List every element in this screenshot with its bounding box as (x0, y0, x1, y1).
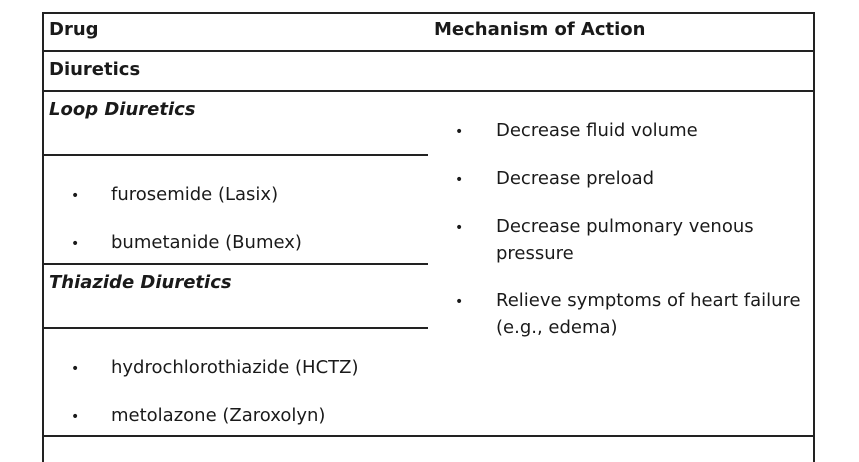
drug-item: metolazone (Zaroxolyn) (111, 405, 326, 426)
table-bottom-divider (42, 435, 815, 437)
mechanism-item: Decrease preload (496, 168, 655, 189)
group-title-thiazide: Thiazide Diuretics (49, 272, 232, 293)
drug-item: furosemide (Lasix) (111, 184, 279, 205)
header-divider (42, 50, 815, 52)
bullet-icon: • (455, 220, 464, 236)
mechanism-item: Decrease fluid volume (496, 120, 698, 141)
drug-item: hydrochlorothiazide (HCTZ) (111, 357, 359, 378)
mechanism-item: Relieve symptoms of heart failure (496, 290, 801, 311)
bullet-icon: • (71, 409, 80, 425)
bullet-icon: • (455, 124, 464, 140)
bullet-icon: • (71, 188, 80, 204)
mechanism-item: Decrease pulmonary venous (496, 216, 754, 237)
bullet-icon: • (71, 236, 80, 252)
loop-title-divider (42, 154, 428, 156)
mechanism-item-continuation: pressure (496, 243, 574, 264)
bullet-icon: • (71, 361, 80, 377)
thiazide-title-divider (42, 327, 428, 329)
bullet-icon: • (455, 172, 464, 188)
group-title-loop: Loop Diuretics (49, 99, 196, 120)
drug-item: bumetanide (Bumex) (111, 232, 302, 253)
bullet-icon: • (455, 294, 464, 310)
section-divider (42, 90, 815, 92)
thiazide-divider (42, 263, 428, 265)
section-title-diuretics: Diuretics (49, 59, 141, 80)
mechanism-item-continuation: (e.g., edema) (496, 317, 618, 338)
column-header-drug: Drug (49, 19, 99, 40)
column-header-mechanism: Mechanism of Action (434, 19, 646, 40)
